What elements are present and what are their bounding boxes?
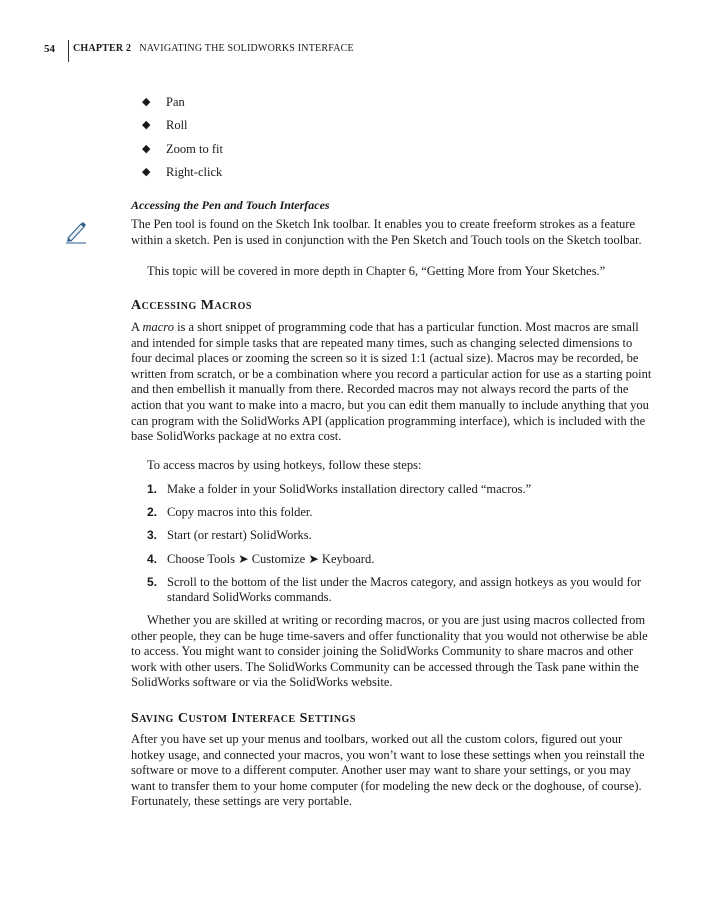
macro-steps-list bbox=[131, 482, 653, 614]
list-item bbox=[131, 575, 653, 606]
macro-term: macro bbox=[142, 320, 174, 334]
diamond-bullet-icon: ◆ bbox=[142, 119, 151, 132]
step-number: 2. bbox=[147, 505, 158, 520]
list-item bbox=[142, 165, 223, 188]
list-item bbox=[142, 95, 223, 118]
pen-paragraph-reference: This topic will be covered in more depth in Chapter 6, “Getting More from Your Sketches.” bbox=[147, 264, 606, 278]
step-text: Start (or restart) SolidWorks. bbox=[167, 528, 312, 543]
pen-section-title: Accessing the Pen and Touch Interfaces bbox=[131, 198, 330, 212]
diamond-bullet-icon: ◆ bbox=[142, 165, 151, 178]
step-number: 1. bbox=[147, 482, 158, 496]
step-number: 3. bbox=[147, 528, 158, 543]
step-text: Scroll to the bottom of the list under the Macros category, and assign hotkeys as you would for standard SolidWorks commands. bbox=[167, 574, 642, 605]
chapter-label: CHAPTER 2 bbox=[73, 43, 132, 54]
saving-paragraph: After you have set up your menus and toolbars, worked out all the custom colors, figured out your hotkey usage, and connected your macros, you won’t want to lose these settings when you reinstall the software or move to a different computer. Another user may want to share your settings, or you may want to transfer them to your home computer (for modeling the new deck or the doghouse, of course). Fortunately, these settings are very portable. bbox=[131, 732, 645, 809]
bullet-text: Roll bbox=[166, 118, 188, 133]
list-item bbox=[131, 482, 653, 498]
macros-intro-paragraph bbox=[131, 320, 653, 445]
bullet-text: Right-click bbox=[166, 164, 223, 179]
bullet-text: Pan bbox=[166, 95, 185, 109]
pen-icon bbox=[64, 218, 90, 244]
macros-closing-paragraph: Whether you are skilled at writing or recording macros, or you are just using macros collected from other people, they can be huge time-savers and offer functionality that you would not otherwise be able to access. You might want to consider joining the SolidWorks Community to share macros and other work with other users. The SolidWorks Community can be accessed through the Task pane within the SolidWorks software or via the SolidWorks website. bbox=[131, 613, 648, 690]
diamond-bullet-icon: ◆ bbox=[142, 96, 151, 108]
diamond-bullet-icon: ◆ bbox=[142, 142, 151, 155]
list-item bbox=[131, 552, 653, 568]
saving-section-title: Saving Custom Interface Settings bbox=[131, 711, 356, 726]
chapter-heading bbox=[73, 43, 354, 54]
list-item bbox=[142, 142, 223, 165]
header-divider bbox=[68, 40, 69, 62]
step-text: Choose Tools ➤ Customize ➤ Keyboard. bbox=[167, 551, 375, 566]
page-number: 54 bbox=[44, 43, 55, 55]
step-text: Make a folder in your SolidWorks installation directory called “macros.” bbox=[167, 482, 532, 496]
list-item bbox=[142, 118, 223, 141]
bullet-text: Zoom to fit bbox=[166, 141, 223, 156]
intro-lead: A bbox=[131, 320, 143, 334]
step-number: 5. bbox=[147, 574, 158, 589]
steps-intro: To access macros by using hotkeys, follow these steps: bbox=[147, 458, 422, 472]
navigation-bullet-list bbox=[142, 95, 223, 188]
list-item bbox=[131, 528, 653, 544]
chapter-title: NAVIGATING THE SOLIDWORKS INTERFACE bbox=[139, 43, 354, 54]
macros-section-title: Accessing Macros bbox=[131, 298, 252, 313]
intro-body: is a short snippet of programming code that has a particular function. Most macros are small and intended for simple tasks that are repeated many times, such as changing selected dimensions to four decimal places or zooming the screen so it is sized 1:1 (actual size). Macros may be recorded, be written from scratch, or be a combination where you record a particular action for use as a starting point and then embellish it manually from there. Recorded macros may not always record the parts of the action that you want to make into a macro, but you can edit them manually to include anything that you can program with the SolidWorks API (application programming interface), which is included with the base SolidWorks package at no extra cost. bbox=[131, 320, 652, 444]
step-text: Copy macros into this folder. bbox=[167, 505, 313, 520]
step-number: 4. bbox=[147, 551, 158, 566]
pen-paragraph: The Pen tool is found on the Sketch Ink toolbar. It enables you to create freeform strokes as a feature within a sketch. Pen is used in conjunction with the Pen Sketch and Touch tools on the Sketch toolbar. bbox=[131, 217, 642, 247]
list-item bbox=[131, 505, 653, 521]
